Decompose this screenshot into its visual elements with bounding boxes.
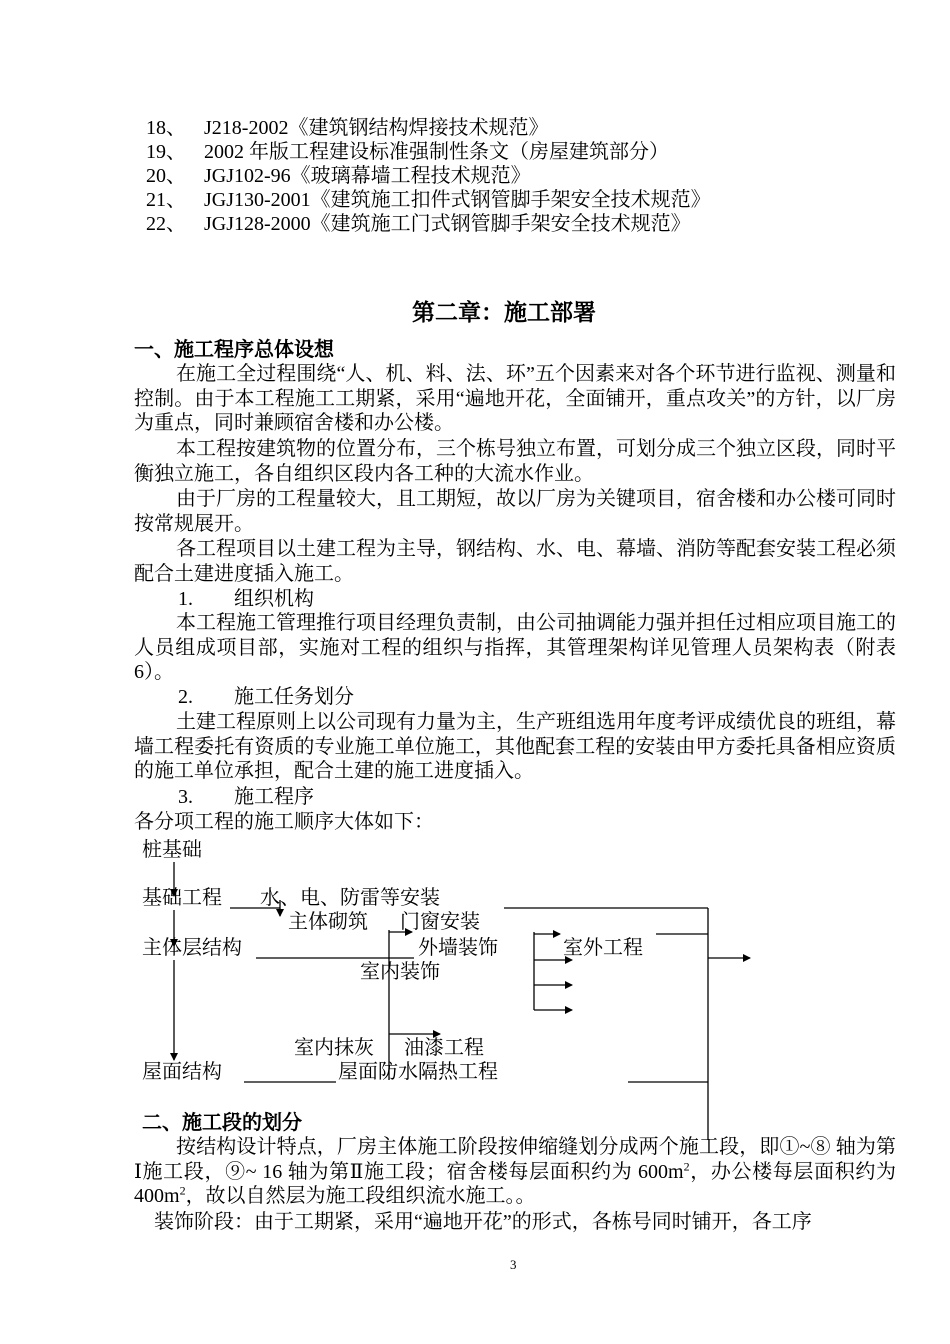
paragraph-part: ，故以自然层为施工段组织流水施工。。 [185, 1185, 536, 1208]
reference-number: 19、 [146, 141, 186, 163]
paragraph: 在施工全过程围绕“人、机、料、法、环”五个因素来对各个环节进行监视、测量和控制。由于本工程施工工期紧，采用“遍地开花，全面铺开，重点攻关”的方针，以厂房为重点，同时兼顾宿舍楼和办公楼。 [134, 363, 896, 435]
flow-node-roof-waterproof: 屋面防水隔热工程 [338, 1061, 498, 1083]
item-number: 3. [178, 786, 193, 808]
reference-text: JGJ102-96《玻璃幕墙工程技术规范》 [204, 165, 531, 187]
paragraph: 土建工程原则上以公司现有力量为主，生产班组选用年度考评成绩优良的班组，幕墙工程委托有资质的专业施工单位施工，其他配套工程的安装由甲方委托具备相应资质的施工单位承担，配合土建的施工进度插入。 [134, 711, 896, 783]
item-number: 1. [178, 588, 193, 610]
flow-node-paint: 油漆工程 [404, 1037, 484, 1059]
section-heading: 二、施工段的划分 [142, 1112, 302, 1134]
reference-text: JGJ130-2001《建筑施工扣件式钢管脚手架安全技术规范》 [204, 189, 711, 211]
paragraph: 各分项工程的施工顺序大体如下： [134, 811, 434, 833]
paragraph: 由于厂房的工程量较大，且工期短，故以厂房为关键项目，宿舍楼和办公楼可同时按常规展开。 [134, 488, 896, 535]
flow-node-plaster: 室内抹灰 [294, 1037, 374, 1059]
flow-node-foundation: 基础工程 [142, 887, 222, 909]
page-number: 3 [510, 1257, 517, 1272]
flow-node-exterior-finish: 外墙装饰 [418, 937, 498, 959]
paragraph: 本工程按建筑物的位置分布，三个栋号独立布置，可划分成三个独立区段，同时平衡独立施工，各自组织区段内各工种的大流水作业。 [134, 438, 896, 485]
flow-node-interior-finish: 室内装饰 [360, 961, 440, 983]
superscript: 2 [179, 1183, 186, 1198]
item-title: 施工程序 [234, 786, 314, 808]
item-number: 2. [178, 686, 193, 708]
reference-text: J218-2002《建筑钢结构焊接技术规范》 [204, 117, 549, 139]
reference-number: 21、 [146, 189, 186, 211]
item-title: 施工任务划分 [234, 686, 354, 708]
reference-text: 2002 年版工程建设标准强制性条文（房屋建筑部分） [204, 141, 669, 163]
paragraph: 各工程项目以土建工程为主导，钢结构、水、电、幕墙、消防等配套安装工程必须配合土建进度插入施工。 [134, 538, 896, 585]
flow-node-masonry: 主体砌筑 [288, 911, 368, 933]
reference-number: 20、 [146, 165, 186, 187]
chapter-title: 第二章：施工部署 [412, 300, 596, 325]
superscript: 2 [683, 1158, 690, 1173]
paragraph-part: 按结构设计特点，厂房主体施工阶段按伸缩缝划分成两个施工段，即①~⑧ 轴为第Ⅰ施工段，⑨~ 16 轴为第Ⅱ施工段；宿舍楼每层面积约为 600m [134, 1136, 896, 1183]
item-title: 组织机构 [234, 588, 314, 610]
flow-node-outdoor: 室外工程 [563, 937, 643, 959]
flow-node-doors: 门窗安装 [400, 911, 480, 933]
reference-number: 22、 [146, 213, 186, 235]
reference-number: 18、 [146, 117, 186, 139]
reference-text: JGJ128-2000《建筑施工门式钢管脚手架安全技术规范》 [204, 213, 691, 235]
paragraph: 本工程施工管理推行项目经理负责制，由公司抽调能力强并担任过相应项目施工的人员组成项目部，实施对工程的组织与指挥，其管理架构详见管理人员架构表（附表 6）。 [134, 612, 896, 684]
paragraph-part: ，办公楼每层面积约为 400m [134, 1160, 897, 1208]
flow-node-roof-structure: 屋面结构 [142, 1061, 222, 1083]
paragraph [134, 1135, 896, 1209]
flow-node-pile: 桩基础 [142, 839, 202, 861]
flow-node-main-structure: 主体层结构 [142, 937, 242, 959]
flow-node-install: 水、电、防雷等安装 [260, 887, 440, 909]
section-heading: 一、施工程序总体设想 [134, 339, 334, 361]
paragraph: 装饰阶段：由于工期紧，采用“遍地开花”的形式，各栋号同时铺开，各工序 [154, 1211, 812, 1233]
